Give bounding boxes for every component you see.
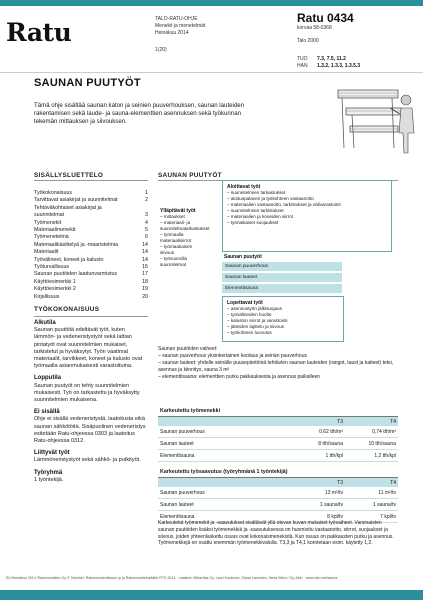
achievement-header-blank [158,478,292,488]
page-number: 1(20) [155,47,167,53]
work-achievement-table [158,466,398,523]
toc-item-title: Käyttöesimerkki 2 [34,286,76,293]
consumption-value-t4: 0,74 tth/m² [345,426,398,438]
achievement-column-header: T3 [292,478,345,488]
toc-divider [34,180,148,181]
ending-task: – työkohteen luovutus [227,330,272,335]
toc-item-title: Kirjallisuus [34,293,60,300]
consumption-row [158,450,398,462]
toc-item-page: 3 [145,212,148,219]
starting-task: – työnaikaiset suojaukset [227,220,279,225]
liittyvat-heading: Liittyvät työt [34,450,70,457]
toc-item [34,197,148,204]
toc-item [34,227,148,234]
document-code: Ratu 0434 [297,11,354,25]
replaces-code: korvaa 58-0368 [297,25,332,31]
intro-paragraph: Tämä ohje sisältää saunan katon ja seinien puuverhouksen, saunan lauteiden rakentamisen sekä laude- ja sauna-elementtien asennuksen sekä työkunnan tekemän mittauksen ja siivouksen. [34,102,245,125]
consumption-row [158,426,398,438]
ratu-logo: Ratu [6,18,72,47]
toc-item [34,257,148,264]
supporting-task-list [160,214,210,268]
toc-item-page: 14 [142,256,148,263]
diagram-heading: SAUNAN PUUTYÖT [158,172,222,179]
toc-item [34,205,148,212]
phase-note: – saunan puuverhous yksinkertainen koolaus ja seinän puuverhous [158,353,307,359]
tk-divider [34,316,148,317]
toc-item-page: 5 [145,227,148,234]
main-task-bar: Saunan lauteet [222,273,342,282]
toc-item-title: Työmenetelmä [34,234,69,241]
toc-heading: SISÄLLYSLUETTELO [34,172,104,179]
toc-item-title: Materiaalikäsittelyä ja -maaristelmia [34,241,118,248]
toc-item-title: Työmenekit [34,219,62,226]
toc-item-page: 19 [142,286,148,293]
starting-task: – materiaalien vastaanotto, tarkistukset ja välivarastointi [227,202,341,207]
toc-item [34,271,148,278]
table-of-contents [34,190,148,301]
achievement-caption: Karkeutettu työsaavutus (työryhmänä 1 työntekijä) [158,466,398,478]
ending-task: – työvälineiden huolto [227,312,272,317]
toc-item-title: Saunan puutöiden laadunvarmistus [34,271,118,278]
consumption-column-header: T4 [345,417,398,427]
achievement-value-t3: 8 kpl/tv [292,511,345,523]
toc-item-title: suunnitelmat [34,212,65,219]
doc-category: Menekit ja menetelmät [155,23,206,29]
toc-item-title: Käyttöesimerkki 1 [34,278,76,285]
toc-item-title: Työvälineet, koneet ja kalusto [34,256,104,263]
tk-heading: TYÖKOKONAISUUS [34,306,100,313]
ending-tasks [227,300,341,336]
achievement-value-t3: 13 m²/tv [292,487,345,499]
supporting-task: – työmaakaisen siivous [160,244,193,255]
page-title: SAUNAN PUUTYÖT [34,77,141,89]
code-key: TUO [297,56,308,62]
starting-task: – materiaalien ja koneiden siirrot [227,214,294,219]
achievement-caption-row [158,466,398,478]
toc-item [34,212,148,219]
toc-item-title: Työturvallisuus [34,264,70,271]
supporting-tasks-box [158,206,210,314]
achievement-value-t4: 11 m²/tv [345,487,398,499]
work-consumption-table [158,405,398,462]
main-task-bar: Elementtisauna [222,284,342,293]
toc-item-page: 14 [142,249,148,256]
consumption-row-name: Saunan puuverhous [158,426,292,438]
supporting-task: – materiaali- ja suunnitelmatarkastukset [160,220,210,231]
toc-item [34,294,148,301]
consumption-header-row [158,417,398,427]
main-tasks-title: Saunan puutyöt [224,254,262,260]
code-key: HAN [297,63,308,69]
starting-task: – aloituspalaveri ja työkohteen vastaanotto [227,196,314,201]
ending-tasks-box [222,296,344,342]
toc-item-page: 4 [145,219,148,226]
toc-item [34,286,148,293]
supporting-task: – työmaalla materiaalisiirrot [160,232,192,243]
achievement-value-t4: 1 sauna/tv [345,499,398,511]
consumption-caption-row [158,405,398,417]
phase-note: – elementtisauna: elementtien purku pakkauksesta ja asennus paikalleen [158,374,321,380]
toc-item-page: 14 [142,241,148,248]
phase-notes-lead: Saunan puutöiden vaiheet: [158,346,218,352]
doc-type: TALO-RATU-OHJE [155,16,198,22]
consumption-row-name: Saunan lauteet [158,438,292,450]
achievement-row [158,487,398,499]
supporting-task: – työvuoroilla suunnitelmat [160,256,188,267]
phase-note: – saunan lauteet: yhdelle seinälle puusepäntöinä tehtävien saunan lauteiden (rangot, taust ja kaiteet) teko, asennus ja kiinnitys, sauna 3 m² [158,360,394,373]
classification-code [297,56,360,63]
phase-notes-list [158,353,398,381]
toc-item-page: 17 [142,271,148,278]
tk-body [34,320,146,484]
toc-item [34,249,148,256]
system-year: Talo 2000 [297,38,319,44]
tyoryhma-heading: Työryhmä [34,469,63,476]
toc-item-page: 15 [142,264,148,271]
toc-item [34,242,148,249]
main-task-bar: Saunan puuverhous [222,262,342,271]
toc-item [34,279,148,286]
starting-tasks [227,184,387,226]
phase-notes [158,346,398,381]
document-header [0,8,423,68]
consumption-value-t3: 1 tth/kpl [292,450,345,462]
toc-item-page: 2 [145,197,148,204]
ei-sisalla-heading: Ei sisällä [34,409,60,416]
toc-item-page: 1 [145,190,148,196]
page-footer: RL/Heinäkuu 2014 'Rakennustieto Oy © Tekniset, Rakennusteollisuus ry ja Rakennustietosäätiö RTS 2014 · Laatinut: Mittaviisa Oy, Lauri Koskinen, Oskar Lanninen, Nexa Wind / Oy, Aklo · www.ratu.net/sauna [6,576,338,580]
starting-tasks-box [222,180,392,252]
achievement-row [158,499,398,511]
alkutila-heading: Alkutila [34,320,56,326]
toc-item [34,234,148,241]
ending-task: – asennustyön jälkisuojaus [227,306,282,311]
code-value: 7.3, 7.5, 11.2 [317,56,346,62]
bottom-band [0,590,423,600]
toc-item-title: Tarvittavat asiakirjat ja suunnitelmat [34,197,118,204]
toc-item-page: 6 [145,234,148,241]
achievement-column-header: T4 [345,478,398,488]
toc-item-title: Materiaalit [34,249,59,256]
ending-task: – jätteiden lajittelu ja siivous [227,324,284,329]
achievement-value-t3: 1 sauna/tv [292,499,345,511]
achievement-row-name: Saunan puuverhous [158,487,292,499]
consumption-header-blank [158,417,292,427]
ending-task-list [227,306,341,336]
toc-item-page: 20 [142,293,148,300]
ei-sisalla-text: Ohje ei sisällä vedeneristystä, laatoitusta eikä saunan sähkötöitä. Sisäpuolinen vedeneristys esitetään Ratu-ohjeessa 0303 ja laatoitus Ratu-ohjeessa 0312. [34,416,146,445]
toc-item-page: 18 [142,278,148,285]
toc-item-title: Työkokonaisuus [34,190,72,196]
achievement-row-name: Elementtisauna [158,511,292,523]
document-code-block [297,11,354,44]
consumption-value-t4: 10 tth/sauna [345,438,398,450]
document-meta [155,16,205,54]
lopputila-text: Saunan puutyöt on tehty suunnitelmien mukaisesti. Työ on tarkastettu ja hyväksytty suunnitelmien mukaisena. [34,382,140,404]
code-value: 1.3.2, 1.3.3, 1.3.5.3 [317,63,361,69]
achievement-value-t4: 7 kpl/tv [345,511,398,523]
ending-tasks-title: Lopettavat työt [227,300,263,306]
starting-tasks-title: Aloittavat työt [227,184,261,190]
starting-task: – suunnitelmien tarkastukset [227,190,286,195]
consumption-caption: Karkeutettu työmenekki [158,405,398,417]
closing-paragraph: Karkeutetut työmenekit ja -saavutukset sisältävät yllä olevan kuvan mukaiset työvaiheet. Varsinaisten saunan puutöiden lisäksi työmenekkiä ja -saavutuksessa on huomioitu vastaanotto, siirrot, suojaukset ja siivous, joiden yhteenlaskettu osuus ovat kokonaismenekistä. Kun osuus on pakkausten purku ja asennus. Työmenekkejä on osattu enemmän työmenekkivalulla. T3,3 ja T4,1 korotetaan esim. käytetty 1,2. [158,520,394,547]
doc-date: Heinäkuu 2014 [155,30,189,36]
achievement-header-row [158,478,398,488]
top-band [0,0,423,6]
tyoryhma-text: 1 työntekijä. [34,476,64,483]
liittyvat-text: Lämmöneristystyöt sekä sähkö- ja putkityöt. [34,457,141,464]
achievement-row-name: Saunan lauteet [158,499,292,511]
classification-code [297,63,360,70]
lopputila-heading: Lopputila [34,375,61,382]
starting-task-list [227,190,387,226]
supporting-tasks [160,208,210,268]
supporting-tasks-title: Ylläpitävät työt [160,208,196,214]
consumption-row [158,438,398,450]
work-phase-diagram [158,180,394,340]
consumption-value-t3: 0,62 tth/m² [292,426,345,438]
toc-item [34,220,148,227]
consumption-column-header: T3 [292,417,345,427]
consumption-row-name: Elementtisauna [158,450,292,462]
consumption-value-t4: 1,2 tth/kpl [345,450,398,462]
toc-item-title: Materiaalimenekit [34,227,76,234]
toc-item [34,190,148,197]
toc-item-title: Tehtäväkohtaiset asiakirjat ja [34,204,102,211]
classification-codes [297,56,360,70]
consumption-value-t3: 8 tth/sauna [292,438,345,450]
supporting-task: – mittaukset [160,214,185,219]
alkutila-text: Saunan puutöitä edeltävät työt, kuten lämmön- ja vedeneristystyöt sekä lattian pintatyöt ovat suunnitelmien mukaiset, tarkistetut ja hyväksytyt. Työn vaatimat materiaalit, tarvikkeet, koneet ja kalusto ovat työmaalla asianmukaisesti varastoituina. [34,327,143,370]
header-divider [0,72,423,73]
sauna-bench-illustration [320,78,420,156]
starting-task: – suunnitelmien tarkistukset [227,208,284,213]
ending-task: – kaluston siirrot ja varastointi [227,318,288,323]
toc-item [34,264,148,271]
